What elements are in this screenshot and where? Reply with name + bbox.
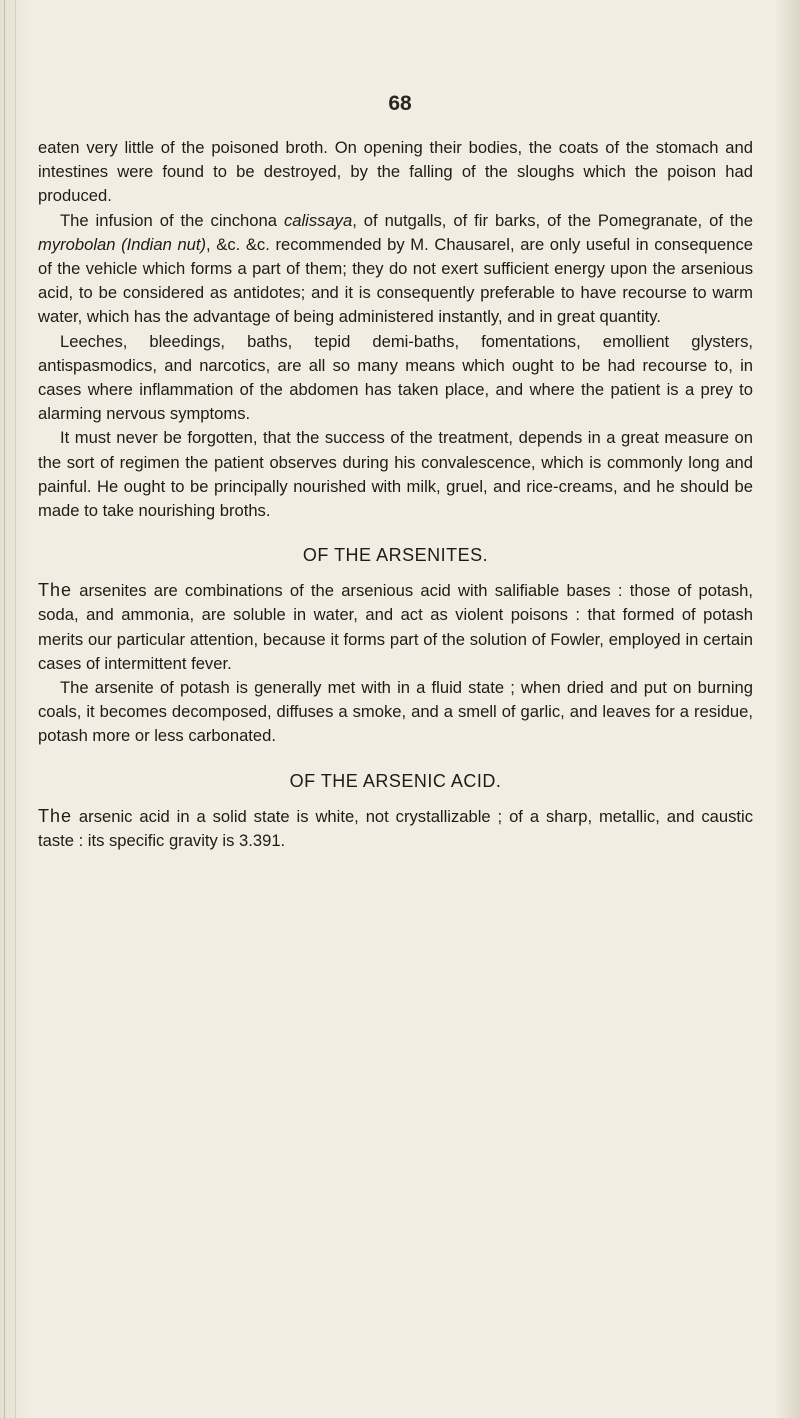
paragraph-continuation: eaten very little of the poisoned broth. On opening their bodies, the coats of the stomach and intestines were found to be destroyed, by the falling of the sloughs which the poison had produced. <box>38 138 753 206</box>
paragraph-arsenite-potash: The arsenite of potash is generally met with in a fluid state ; when dried and put on burning coals, it becomes decomposed, diffuses a smoke, and a smell of garlic, and leaves for a residue, potash more or less carbonated. <box>38 678 753 746</box>
page-number: 68 <box>388 92 412 115</box>
heading-arsenic-acid: OF THE ARSENIC ACID. <box>289 770 502 791</box>
term-myrobolan: myrobolan (Indian nut) <box>38 234 207 254</box>
paragraph-arsenic-acid-text: arsenic acid in a solid state is white, not crystallizable ; of a sharp, metallic, and caustic taste : its specific gravity is 3.391. <box>38 806 753 850</box>
paragraph-infusion <box>38 209 753 330</box>
page-gutter <box>4 0 16 1418</box>
paragraph-arsenites-intro <box>38 578 753 676</box>
paragraph-arsenic-acid <box>38 804 753 853</box>
page-body <box>38 136 753 853</box>
paragraph-infusion-part3: , &c. &c. recommended by M. Chausarel, are only useful in consequence of the vehicle which forms a part of them; they do not exert sufficient energy upon the arsenious acid, to be considered as antidotes; and it is consequently preferable to have recourse to warm water, which has the advantage of being administered instantly, and in great quantity. <box>38 234 753 327</box>
term-calissaya: calissaya <box>283 210 353 230</box>
paragraph-arsenites-text: arsenites are combinations of the arsenious acid with salifiable bases : those of potash, soda, and ammonia, are soluble in water, and act as violent poisons : that formed of potash merits our particular attention, because it forms part of the solution of Fowler, employed in certain cases of intermittent fever. <box>38 581 753 673</box>
paragraph-leeches: Leeches, bleedings, baths, tepid demi-baths, fomentations, emollient glysters, antispasmodics, and narcotics, are all so many means which ought to be had recourse to, in cases where inflammation of the abdomen has taken place, and where the patient is a prey to alarming nervous symptoms. <box>38 331 753 424</box>
paragraph-infusion-part1: The infusion of the cinchona <box>60 210 284 230</box>
paragraph-infusion-part2: , of nutgalls, of fir barks, of the Pomegranate, of the <box>352 210 754 230</box>
lead-word: The <box>38 580 73 601</box>
heading-arsenites: OF THE ARSENITES. <box>302 545 489 566</box>
lead-word: The <box>38 805 73 826</box>
paragraph-regimen: It must never be forgotten, that the success of the treatment, depends in a great measure on the sort of regimen the patient observes during his convalescence, which is commonly long and painful. He ought to be principally nourished with milk, gruel, and rice-creams, and he should be made to take nourishing broths. <box>38 428 753 521</box>
